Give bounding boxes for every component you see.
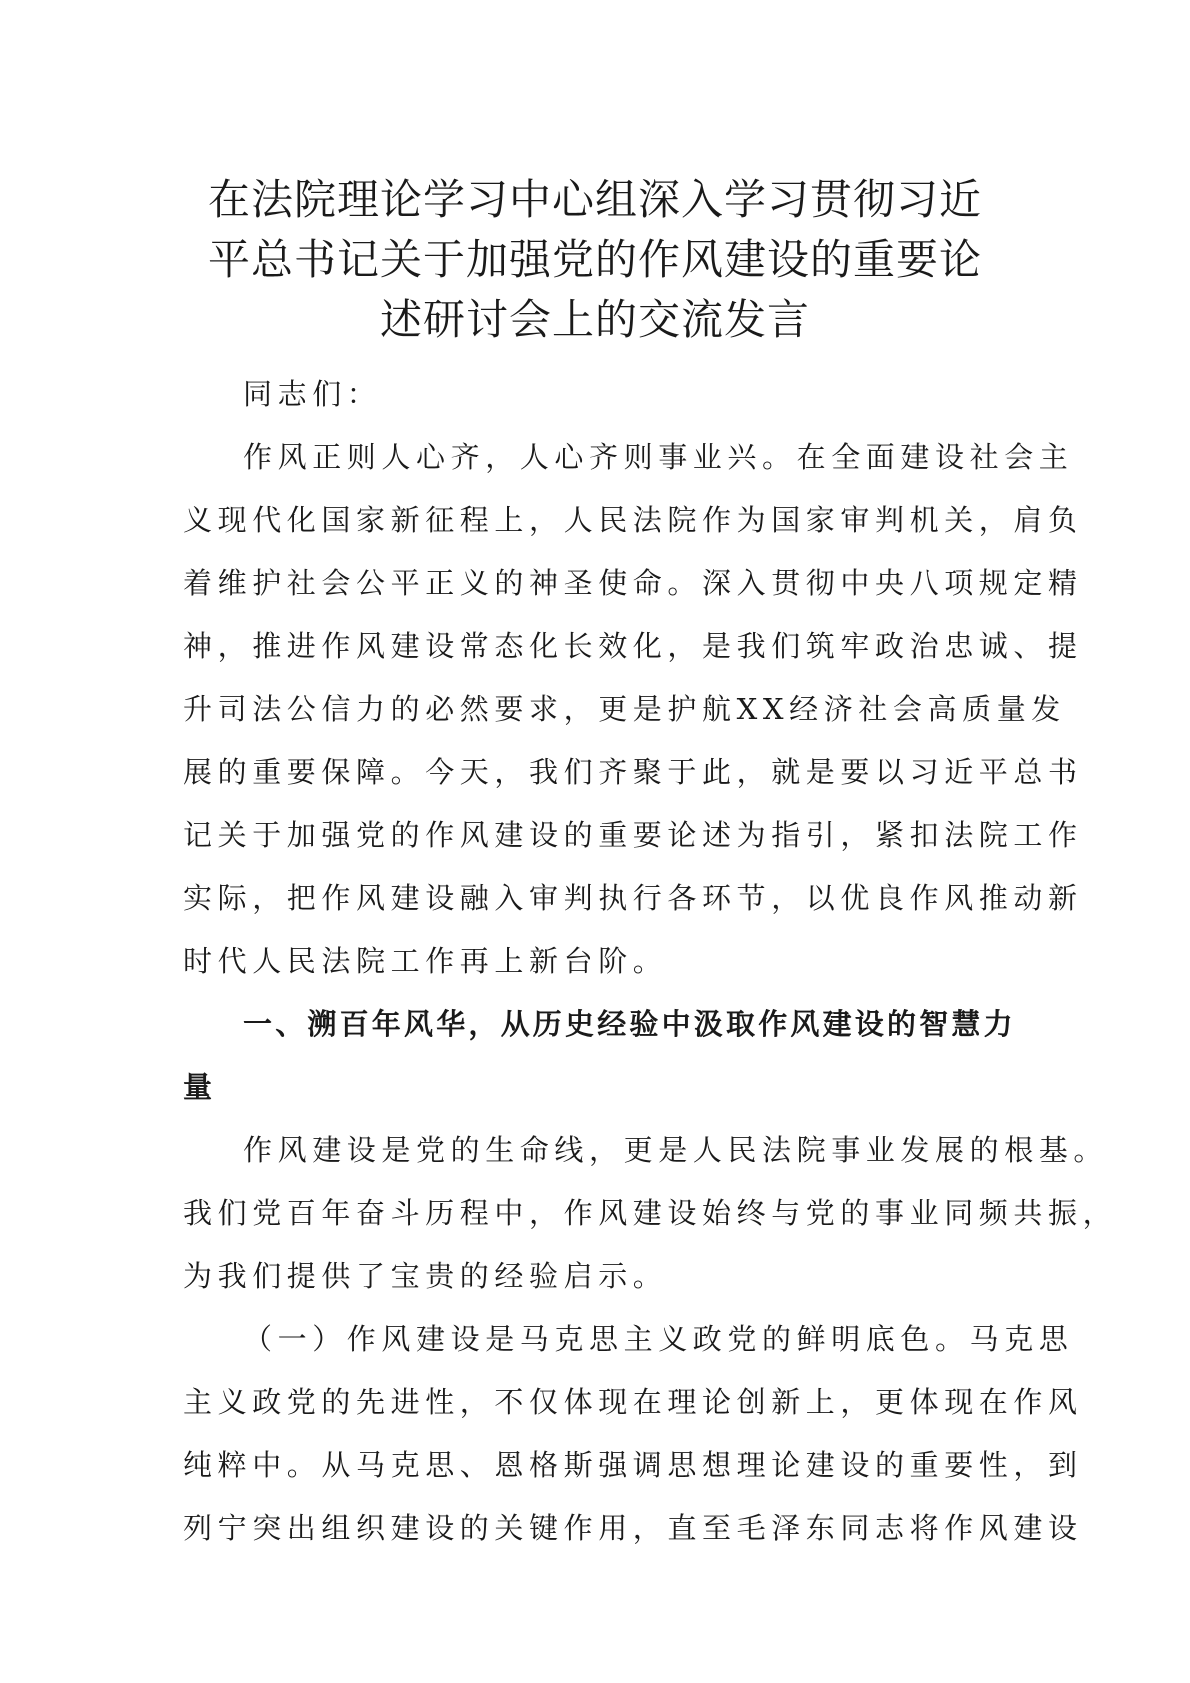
text-line: 神，推进作风建设常态化长效化，是我们筑牢政治忠诚、提 [183, 629, 1083, 663]
text-line: 纯粹中。从马克思、恩格斯强调思想理论建设的重要性，到 [183, 1448, 1083, 1482]
heading-line: 一、溯百年风华，从历史经验中汲取作风建设的智慧力 [243, 1007, 1016, 1041]
text-line: （一）作风建设是马克思主义政党的鲜明底色。马克思 [243, 1322, 1074, 1356]
document-body [183, 363, 1118, 1560]
text-line: 我们党百年奋斗历程中，作风建设始终与党的事业同频共振， [183, 1196, 1118, 1230]
section-heading [183, 993, 1016, 1119]
text-line: 时代人民法院工作再上新台阶。 [183, 944, 668, 978]
paragraph-intro [183, 426, 1083, 993]
text-line: 主义政党的先进性，不仅体现在理论创新上，更体现在作风 [183, 1385, 1083, 1419]
text-line: 作风建设是党的生命线，更是人民法院事业发展的根基。 [243, 1133, 1109, 1167]
title-line: 平总书记关于加强党的作风建设的重要论 [207, 235, 982, 284]
text-line: 升司法公信力的必然要求，更是护航XX经济社会高质量发 [183, 692, 1066, 726]
text-line: 展的重要保障。今天，我们齐聚于此，就是要以习近平总书 [183, 755, 1083, 789]
document-title [160, 170, 1030, 350]
text-line: 作风正则人心齐，人心齐则事业兴。在全面建设社会主 [243, 440, 1074, 474]
title-line: 在法院理论学习中心组深入学习贯彻习近 [207, 175, 982, 224]
text-line: 记关于加强党的作风建设的重要论述为指引，紧扣法院工作 [183, 818, 1083, 852]
title-line: 述研讨会上的交流发言 [379, 295, 810, 344]
text-line: 实际，把作风建设融入审判执行各环节，以优良作风推动新 [183, 881, 1083, 915]
paragraph-subsection1 [183, 1308, 1083, 1560]
text-line: 义现代化国家新征程上，人民法院作为国家审判机关，肩负 [183, 503, 1083, 537]
heading-line: 量 [183, 1070, 216, 1104]
text-line: 列宁突出组织建设的关键作用，直至毛泽东同志将作风建设 [183, 1511, 1083, 1545]
text-line: 为我们提供了宝贵的经验启示。 [183, 1259, 668, 1293]
paragraph-section1 [183, 1119, 1118, 1308]
salutation-text: 同志们： [243, 377, 382, 411]
text-line: 着维护社会公平正义的神圣使命。深入贯彻中央八项规定精 [183, 566, 1083, 600]
salutation [183, 363, 1003, 426]
